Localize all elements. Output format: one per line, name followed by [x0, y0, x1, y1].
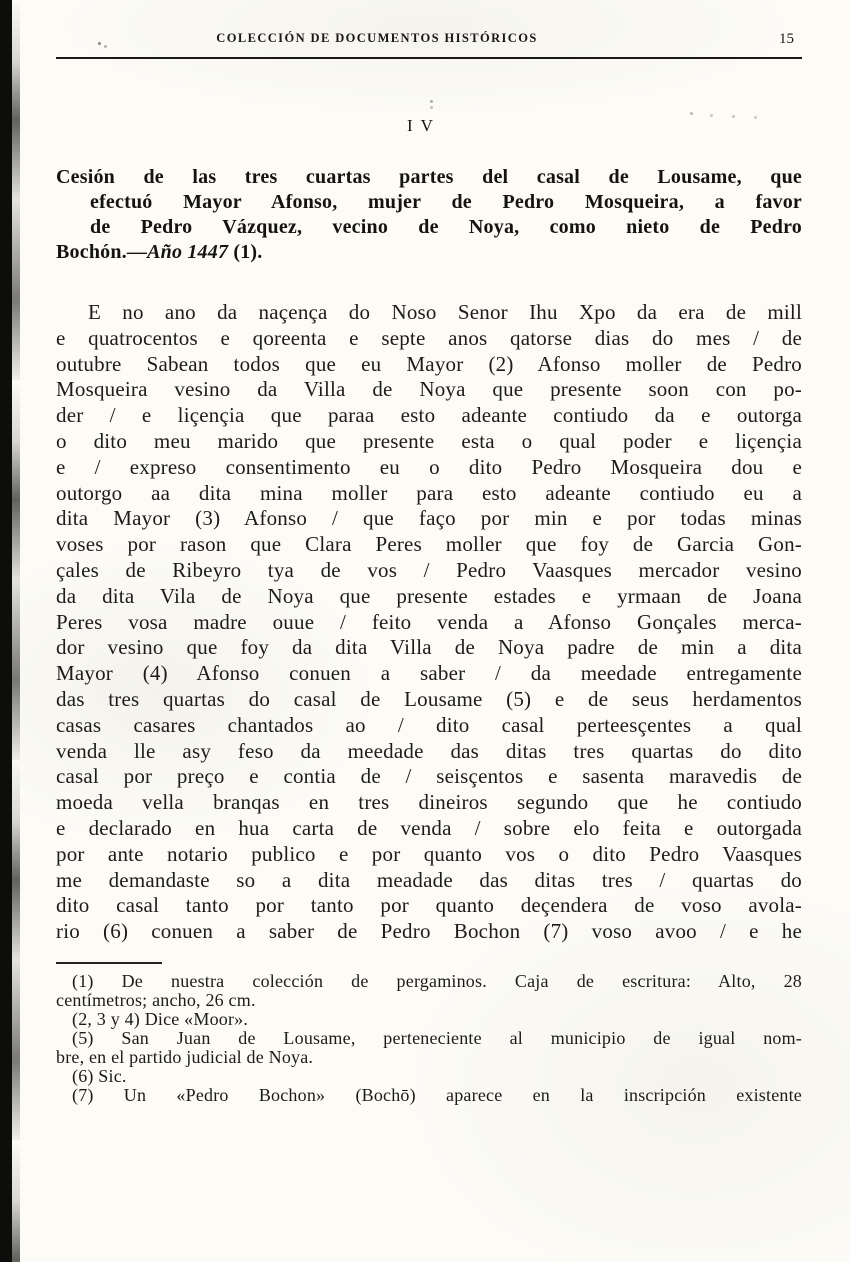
- binding-edge: [0, 0, 12, 1262]
- body-line: Mosqueira vesino da Villa de Noya que presente soon con po-: [56, 377, 802, 402]
- section-number: IV: [407, 116, 441, 135]
- body-line: rio (6) conuen a saber de Pedro Bochon (7) voso avoo / e he: [56, 919, 802, 944]
- footnote-line: (6) Sic.: [72, 1065, 127, 1086]
- body-line: Mayor (4) Afonso conuen a saber / da meedade entregamente: [56, 661, 802, 686]
- body-line: Peres vosa madre ouue / feito venda a Afonso Gonçales merca-: [56, 609, 802, 634]
- body-line: dito casal tanto por tanto por quanto deçendera de voso avola-: [56, 893, 802, 918]
- footnote-line: (5) San Juan de Lousame, perteneciente al municipio de igual nom-: [72, 1027, 802, 1048]
- body-line: dor vesino que foy da dita Villa de Noya padre de min a dita: [56, 635, 802, 660]
- body-line: E no ano da naçença do Noso Senor Ihu Xpo da era de mill: [88, 300, 802, 324]
- body-line: por ante notario publico e por quanto vos o dito Pedro Vaasques: [56, 841, 802, 866]
- page-header: [56, 31, 802, 48]
- page-content: [56, 0, 802, 1105]
- body-line: casas casares chantados ao / dito casal perteesçentes a qual: [56, 712, 802, 737]
- document-heading: [56, 165, 802, 265]
- page-number: 15: [779, 31, 794, 47]
- footnote-line: centímetros; ancho, 26 cm.: [56, 989, 256, 1010]
- body-line: moeda vella branqas en tres dineiros segundo que he contiudo: [56, 790, 802, 815]
- body-line: e declarado en hua carta de venda / sobre elo feita e outorgada: [56, 815, 802, 840]
- body-line: çales de Ribeyro tya de vos / Pedro Vaasques mercador vesino: [56, 557, 802, 582]
- body-line: venda lle asy feso da meedade das ditas tres quartas do dito: [56, 738, 802, 763]
- body-line: o dito meu marido que presente esta o qual poder e liçençia: [56, 428, 802, 453]
- footnote-line: (7) Un «Pedro Bochon» (Bochō) aparece en la inscripción existente: [72, 1084, 802, 1105]
- body-line: der / e liçençia que paraa esto adeante contiudo da e outorga: [56, 403, 802, 428]
- body-line: da dita Vila de Noya que presente estades e yrmaan de Joana: [56, 583, 802, 608]
- heading-year: Año 1447: [147, 241, 229, 263]
- heading-line: [56, 240, 802, 265]
- heading-line: de Pedro Vázquez, vecino de Noya, como nieto de Pedro: [90, 216, 802, 238]
- body-line: outubre Sabean todos que eu Mayor (2) Afonso moller de Pedro: [56, 351, 802, 376]
- footnote-line: bre, en el partido judicial de Noya.: [56, 1046, 314, 1067]
- body-line: outorgo aa dita mina moller para esto adeante contiudo eu a: [56, 480, 802, 505]
- body-line: voses por rason que Clara Peres moller que foy de Garcia Gon-: [56, 532, 802, 557]
- header-rule: [56, 57, 802, 59]
- heading-note-ref: (1).: [228, 241, 263, 263]
- body-line: e / expreso consentimento eu o dito Pedro Mosqueira dou e: [56, 454, 802, 479]
- heading-line: efectuó Mayor Afonso, mujer de Pedro Mosqueira, a favor: [90, 191, 802, 213]
- body-line: casal por preço e contia de / seisçentos e sasenta maravedis de: [56, 764, 802, 789]
- heading-text: Bochón.—: [56, 241, 148, 263]
- footnote-line: (2, 3 y 4) Dice «Moor».: [72, 1008, 249, 1029]
- running-title: COLECCIÓN DE DOCUMENTOS HISTÓRICOS: [216, 31, 538, 45]
- footnotes: [56, 972, 802, 1105]
- footnote-line: (1) De nuestra colección de pergaminos. Caja de escritura: Alto, 28: [72, 970, 802, 991]
- body-line: das tres quartas do casal de Lousame (5) e de seus herdamentos: [56, 686, 802, 711]
- body-line: e quatrocentos e qoreenta e septe anos qatorse dias do mes / de: [56, 325, 802, 350]
- body-line: dita Mayor (3) Afonso / que faço por min e por todas minas: [56, 506, 802, 531]
- footnote-rule: [56, 962, 162, 964]
- heading-line: Cesión de las tres cuartas partes del casal de Lousame, que: [56, 166, 802, 188]
- body-line: me demandaste so a dita meadade das ditas tres / quartas do: [56, 867, 802, 892]
- body-paragraph: [56, 300, 802, 945]
